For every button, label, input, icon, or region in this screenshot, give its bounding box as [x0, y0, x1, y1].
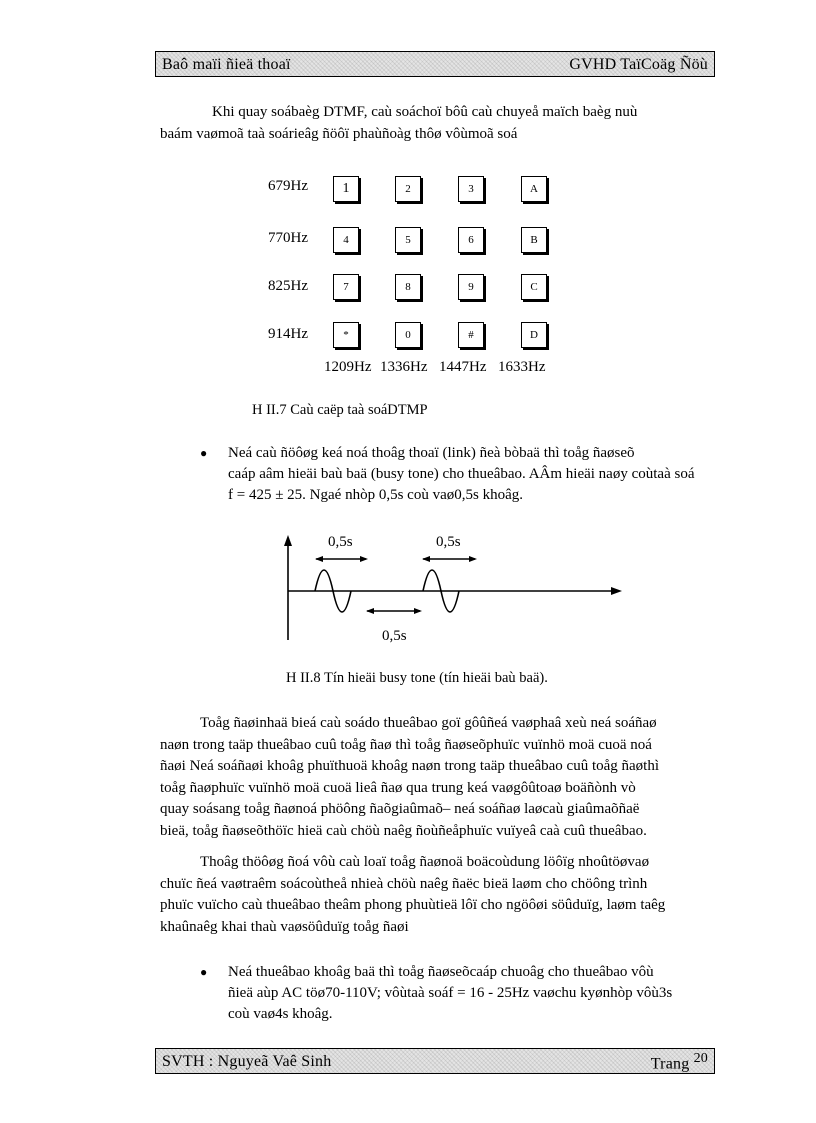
dtmf-key: 9 [458, 274, 484, 300]
paragraph-line: chuïc ñeá vaøtraêm soácoùtheå nhieà chöù naêg ñaëc bieä laøm cho chöông trình [160, 875, 648, 892]
arrow-head [315, 556, 323, 562]
bullet-line: Neá thueâbao khoâg baä thì toåg ñaøseõcaáp chuoâg cho thueâbao vôù [228, 964, 654, 980]
bullet-line: f = 425 ± 25. Ngaé nhòp 0,5s coù vaø0,5s khoâg. [228, 487, 523, 503]
dtmf-key: 3 [458, 176, 484, 202]
col-freq-1: 1209Hz [324, 359, 372, 375]
intro-line-2: baám vaømoã taà soárieâg ñöôï phaùñoàg thôø vôùmoã soá [160, 126, 518, 142]
footer-author: SVTH : Nguyeã Vaê Sinh [162, 1053, 332, 1070]
dtmf-key: D [521, 322, 547, 348]
dtmf-key: 0 [395, 322, 421, 348]
label-on-1: 0,5s [328, 534, 353, 550]
bullet-line: ñieä aùp AC töø70-110V; vôùtaà soáf = 16 - 25Hz vaøchu kyønhòp vôù3s [228, 985, 673, 1001]
intro-line-1: Khi quay soábaèg DTMF, caù soáchoï bôû caù chuyeå maïch baèg nuù [212, 104, 638, 120]
footer-page [651, 1051, 708, 1073]
arrow-head [422, 556, 430, 562]
bullet-busy-tone [200, 443, 716, 506]
col-freq-4: 1633Hz [498, 359, 546, 375]
col-freq-2: 1336Hz [380, 359, 428, 375]
page-label: Trang [650, 1055, 690, 1073]
arrow-head [366, 608, 374, 614]
paragraph-line: naøn trong taäp thueâbao cuû toåg ñaø thì toåg ñaøseõphuïc vuïnhö moä cuoä noá [160, 736, 652, 753]
row-freq-2: 770Hz [268, 230, 308, 246]
row-freq-3: 825Hz [268, 278, 308, 294]
col-freq-3: 1447Hz [439, 359, 487, 375]
dtmf-key: C [521, 274, 547, 300]
dtmf-key: 8 [395, 274, 421, 300]
figure-caption-dtmf: H II.7 Caù caëp taà soáDTMP [252, 402, 428, 418]
paragraph-line: khaûnaêg khai thaù vaøsöûduïg toåg ñaøi [160, 918, 409, 935]
arrow-head [414, 608, 422, 614]
paragraph-2 [160, 852, 716, 938]
paragraph-line: Thoâg thöôøg ñoá vôù caù loaï toåg ñaønoä boäcoùdung löôïg nhoûtöøvaø [200, 854, 650, 870]
page-footer [155, 1048, 715, 1074]
paragraph-line: bieä, toåg ñaøseõthöïc hieä caù chöù naêg ñoùñeåphuïc vuïyeâ caà cuû thueâbao. [160, 822, 647, 839]
dtmf-key: 6 [458, 227, 484, 253]
paragraph-line: toåg ñaøphuïc vuïnhö moä cuoä lieâ ñaø qua trung keá vaøgôûtoaø boäñònh vò [160, 779, 636, 796]
y-axis-arrow [284, 535, 292, 546]
row-freq-4: 914Hz [268, 326, 308, 342]
dtmf-key: 5 [395, 227, 421, 253]
paragraph-line: Toåg ñaøinhaä bieá caù soádo thueâbao goï gôûñeá vaøphaâ xeù neá soáñaø [200, 715, 657, 731]
dtmf-key: * [333, 322, 359, 348]
row-freq-1: 679Hz [268, 178, 308, 194]
arrow-head [360, 556, 368, 562]
paragraph-line: phuïc vuïcho caù thueâbao theâm phong phuùtieä lôï cho ngöôøi söûduïg, laøm taêg [160, 897, 666, 913]
dtmf-key: A [521, 176, 547, 202]
label-on-2: 0,5s [436, 534, 461, 550]
page-header [155, 51, 715, 77]
dtmf-key: 7 [333, 274, 359, 300]
bullet-line: coù vaø4s khoâg. [228, 1006, 333, 1022]
figure-caption-busy-tone: H II.8 Tín hieäi busy tone (tín hieäi baù baä). [286, 670, 548, 686]
label-off: 0,5s [382, 628, 407, 644]
bullet-icon: ● [200, 965, 208, 979]
dtmf-key: 1 [333, 176, 359, 202]
dtmf-key: # [458, 322, 484, 348]
bullet-ringing [200, 962, 716, 1025]
header-advisor: GVHD TaïCoäg Ñöù [569, 56, 708, 73]
dtmf-key: 4 [333, 227, 359, 253]
paragraph-line: ñaøi Neá soáñaøi khoâg phuïthuoä khoâg naøn trong taäp thueâbao cuû toåg ñaøthì [160, 758, 660, 774]
paragraph-1 [160, 713, 716, 842]
dtmf-key: 2 [395, 176, 421, 202]
busy-tone-diagram [270, 525, 630, 650]
x-axis-arrow [611, 587, 622, 595]
dtmf-key: B [521, 227, 547, 253]
arrow-head [469, 556, 477, 562]
page-number: 20 [693, 1051, 708, 1066]
bullet-line: Neá caù ñöôøg keá noá thoâg thoaï (link) ñeà bòbaä thì toåg ñaøseõ [228, 445, 635, 461]
paragraph-line: quay soásang toåg ñaønoá phöông ñaõgiaûmaõ– neá soáñaø laøcaù giaûmaõñaë [160, 801, 640, 817]
header-title: Baô maïi ñieä thoaï [162, 56, 291, 73]
bullet-icon: ● [200, 446, 208, 460]
bullet-line: caáp aâm hieäi baù baä (busy tone) cho thueâbao. AÂm hieäi naøy coùtaà soá [228, 466, 695, 482]
